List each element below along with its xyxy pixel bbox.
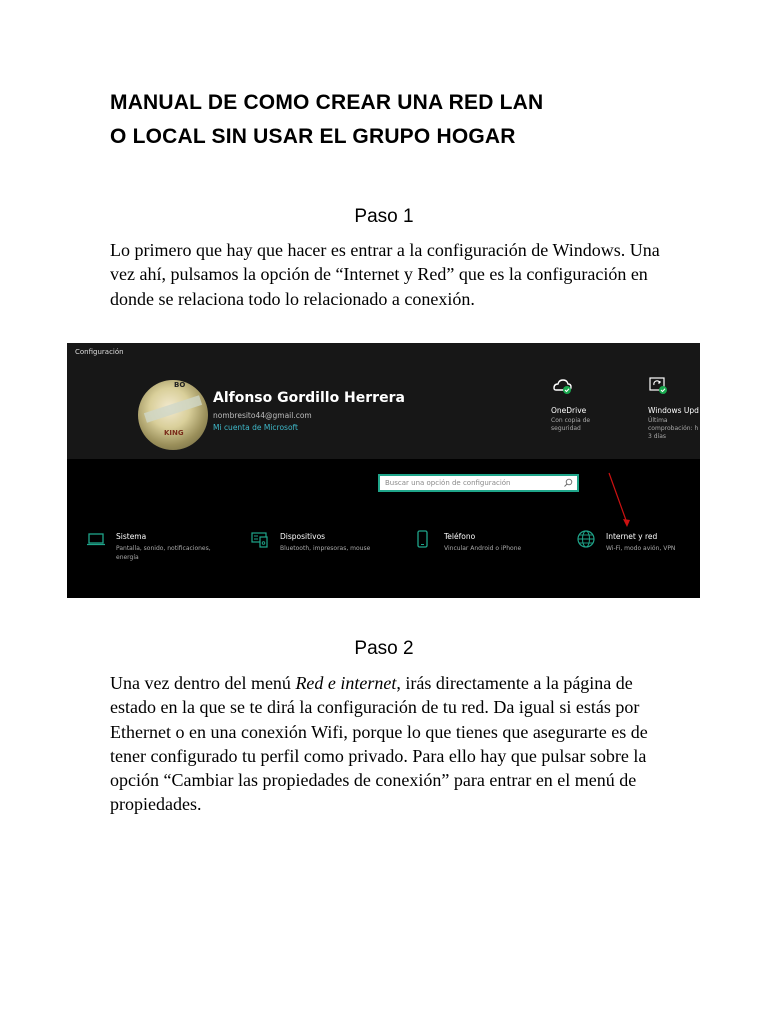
window-title: Configuración bbox=[75, 348, 124, 356]
paso-1-heading: Paso 1 bbox=[354, 206, 414, 227]
title-line-2: O LOCAL SIN USAR EL GRUPO HOGAR bbox=[110, 125, 516, 148]
category-sistema-name: Sistema bbox=[116, 532, 147, 541]
settings-screenshot bbox=[67, 343, 700, 598]
paso-1-paragraph bbox=[110, 238, 670, 311]
avatar-text-bottom: KING bbox=[164, 429, 184, 437]
paso-2-paragraph bbox=[110, 671, 670, 817]
avatar-text-top: BO bbox=[174, 381, 186, 389]
red-arrow-annotation bbox=[67, 343, 700, 598]
windows-update-sub-1: Última bbox=[648, 417, 668, 424]
windows-update-sub-2: comprobación: h bbox=[648, 425, 699, 432]
title-line-1: MANUAL DE COMO CREAR UNA RED LAN bbox=[110, 91, 544, 114]
user-email: nombresito44@gmail.com bbox=[213, 411, 312, 420]
category-sistema-sub-1: Pantalla, sonido, notificaciones, bbox=[116, 545, 211, 552]
category-sistema-sub-2: energía bbox=[116, 554, 139, 561]
category-telefono-sub-1: Vincular Android o iPhone bbox=[444, 545, 522, 552]
paso-2-text-before: Una vez dentro del menú bbox=[110, 673, 296, 693]
windows-update-name: Windows Upd bbox=[648, 406, 699, 415]
onedrive-sub-1: Con copia de bbox=[551, 417, 591, 424]
paso-2-text-italic: Red e internet bbox=[295, 673, 397, 693]
category-dispositivos-sub-1: Bluetooth, impresoras, mouse bbox=[280, 545, 371, 552]
paso-2-text-after: , irás directamente a la página de estado en la que se te dirá la configuración de tu red. Da igual si estás por Ethernet o en una conexión Wifi, porque lo que tienes que asegurarte es de tener configurado tu perfil como privado. Para ello hay que pulsar sobre la opción “Cambiar las propiedades de conexión” para entrar en el menú de propiedades. bbox=[110, 673, 648, 815]
windows-update-sub-3: 3 días bbox=[648, 433, 667, 440]
category-internet-y-red-sub-1: Wi-Fi, modo avión, VPN bbox=[606, 545, 676, 552]
category-telefono-name: Teléfono bbox=[444, 532, 476, 541]
onedrive-name: OneDrive bbox=[551, 406, 587, 415]
search-placeholder: Buscar una opción de configuración bbox=[385, 479, 511, 487]
paso-2-heading: Paso 2 bbox=[354, 638, 414, 659]
document-title bbox=[110, 86, 710, 154]
paso-1-text: Lo primero que hay que hacer es entrar a la configuración de Windows. Una vez ahí, pulsamos la opción de “Internet y Red” que es la configuración en donde se relaciona todo lo relacionado a conexión. bbox=[110, 240, 660, 309]
onedrive-sub-2: seguridad bbox=[551, 425, 581, 432]
category-internet-y-red-name: Internet y red bbox=[606, 532, 658, 541]
category-dispositivos-name: Dispositivos bbox=[280, 532, 326, 541]
user-name: Alfonso Gordillo Herrera bbox=[213, 390, 405, 406]
microsoft-account-link[interactable]: Mi cuenta de Microsoft bbox=[213, 423, 298, 432]
